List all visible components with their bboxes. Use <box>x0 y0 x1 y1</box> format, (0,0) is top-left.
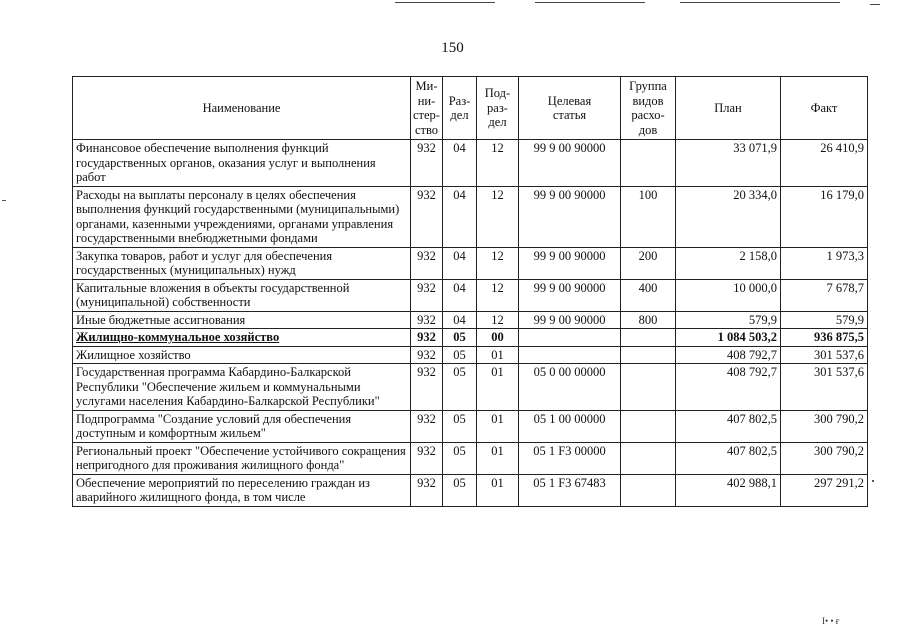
table-row <box>73 364 868 411</box>
row-name: Региональный проект "Обеспечение устойчивого сокращения непригодного для проживания жилищного фонда" <box>73 442 411 474</box>
row-ministry: 932 <box>411 247 443 279</box>
table-row <box>73 311 868 329</box>
row-section: 04 <box>443 247 477 279</box>
row-name: Жилищное хозяйство <box>73 346 411 364</box>
table-row <box>73 442 868 474</box>
row-fact: 26 410,9 <box>781 140 868 187</box>
row-group: 100 <box>621 186 676 247</box>
row-fact: 16 179,0 <box>781 186 868 247</box>
row-plan: 10 000,0 <box>676 279 781 311</box>
table-row <box>73 346 868 364</box>
row-target: 05 1 F3 00000 <box>519 442 621 474</box>
row-fact: 579,9 <box>781 311 868 329</box>
right-margin-mark <box>872 480 874 482</box>
row-target: 99 9 00 90000 <box>519 279 621 311</box>
row-target: 99 9 00 90000 <box>519 247 621 279</box>
table-row <box>73 329 868 347</box>
table-row <box>73 410 868 442</box>
header-fact: Факт <box>781 77 868 140</box>
row-target: 05 0 00 00000 <box>519 364 621 411</box>
row-group: 200 <box>621 247 676 279</box>
row-name: Государственная программа Кабардино-Балкарской Республики "Обеспечение жильем и коммунальными услугами населения Кабардино-Балкарской Республики" <box>73 364 411 411</box>
table-row <box>73 247 868 279</box>
row-fact: 300 790,2 <box>781 442 868 474</box>
row-section: 04 <box>443 140 477 187</box>
row-ministry: 932 <box>411 474 443 506</box>
table-row <box>73 474 868 506</box>
row-plan: 407 802,5 <box>676 442 781 474</box>
row-subsection: 01 <box>477 442 519 474</box>
row-group: 800 <box>621 311 676 329</box>
row-target: 99 9 00 90000 <box>519 140 621 187</box>
row-plan: 408 792,7 <box>676 364 781 411</box>
row-section: 05 <box>443 364 477 411</box>
row-plan: 20 334,0 <box>676 186 781 247</box>
row-subsection: 12 <box>477 311 519 329</box>
row-plan: 402 988,1 <box>676 474 781 506</box>
row-name: Финансовое обеспечение выполнения функций государственных органов, оказания услуг и выполнения работ <box>73 140 411 187</box>
left-margin-mark <box>2 200 6 201</box>
row-ministry: 932 <box>411 329 443 347</box>
row-target: 99 9 00 90000 <box>519 186 621 247</box>
row-name: Обеспечение мероприятий по переселению граждан из аварийного жилищного фонда, в том числе <box>73 474 411 506</box>
table-row <box>73 186 868 247</box>
row-name: Жилищно-коммунальное хозяйство <box>73 329 411 347</box>
row-name: Капитальные вложения в объекты государственной (муниципальной) собственности <box>73 279 411 311</box>
row-section: 05 <box>443 474 477 506</box>
header-ministry: Ми- ни- стер- ство <box>411 77 443 140</box>
row-subsection: 01 <box>477 346 519 364</box>
row-name: Иные бюджетные ассигнования <box>73 311 411 329</box>
row-plan: 579,9 <box>676 311 781 329</box>
row-section: 05 <box>443 410 477 442</box>
header-name: Наименование <box>73 77 411 140</box>
row-section: 05 <box>443 442 477 474</box>
row-fact: 1 973,3 <box>781 247 868 279</box>
scan-artifact-line <box>870 4 880 5</box>
row-subsection: 01 <box>477 410 519 442</box>
row-target: 05 1 F3 67483 <box>519 474 621 506</box>
footer-marks: I• • ғ <box>822 616 840 626</box>
row-section: 04 <box>443 186 477 247</box>
row-plan: 1 084 503,2 <box>676 329 781 347</box>
row-plan: 408 792,7 <box>676 346 781 364</box>
row-group: 400 <box>621 279 676 311</box>
row-subsection: 12 <box>477 140 519 187</box>
header-subsection: Под- раз- дел <box>477 77 519 140</box>
row-name: Подпрограмма "Создание условий для обеспечения доступным и комфортным жильем" <box>73 410 411 442</box>
table-row <box>73 140 868 187</box>
row-ministry: 932 <box>411 410 443 442</box>
row-subsection: 00 <box>477 329 519 347</box>
row-fact: 297 291,2 <box>781 474 868 506</box>
row-fact: 936 875,5 <box>781 329 868 347</box>
table-header-row <box>73 77 868 140</box>
row-name: Расходы на выплаты персоналу в целях обеспечения выполнения функций государственными (муниципальными) органами, казенными учреждениями, органами управления государственными внебюджетными фондами <box>73 186 411 247</box>
row-group <box>621 329 676 347</box>
row-target: 99 9 00 90000 <box>519 311 621 329</box>
row-fact: 301 537,6 <box>781 364 868 411</box>
row-group <box>621 474 676 506</box>
row-ministry: 932 <box>411 311 443 329</box>
row-group <box>621 410 676 442</box>
row-fact: 301 537,6 <box>781 346 868 364</box>
page-number: 150 <box>441 40 464 56</box>
row-group <box>621 346 676 364</box>
row-target: 05 1 00 00000 <box>519 410 621 442</box>
row-plan: 407 802,5 <box>676 410 781 442</box>
header-group: Группа видов расхо- дов <box>621 77 676 140</box>
header-target: Целевая статья <box>519 77 621 140</box>
row-subsection: 01 <box>477 474 519 506</box>
row-subsection: 12 <box>477 279 519 311</box>
row-ministry: 932 <box>411 364 443 411</box>
table-body <box>73 140 868 507</box>
row-fact: 300 790,2 <box>781 410 868 442</box>
row-section: 05 <box>443 329 477 347</box>
row-section: 04 <box>443 279 477 311</box>
row-ministry: 932 <box>411 279 443 311</box>
row-subsection: 01 <box>477 364 519 411</box>
row-subsection: 12 <box>477 186 519 247</box>
row-fact: 7 678,7 <box>781 279 868 311</box>
scan-artifact-line <box>395 2 495 3</box>
row-section: 04 <box>443 311 477 329</box>
row-name: Закупка товаров, работ и услуг для обеспечения государственных (муниципальных) нужд <box>73 247 411 279</box>
row-target <box>519 329 621 347</box>
row-plan: 2 158,0 <box>676 247 781 279</box>
row-section: 05 <box>443 346 477 364</box>
row-plan: 33 071,9 <box>676 140 781 187</box>
row-ministry: 932 <box>411 346 443 364</box>
row-group <box>621 140 676 187</box>
header-plan: План <box>676 77 781 140</box>
header-section: Раз- дел <box>443 77 477 140</box>
row-ministry: 932 <box>411 442 443 474</box>
row-target <box>519 346 621 364</box>
row-subsection: 12 <box>477 247 519 279</box>
budget-table <box>72 76 868 507</box>
scan-artifact-line <box>680 2 840 3</box>
row-group <box>621 364 676 411</box>
row-group <box>621 442 676 474</box>
scan-artifact-line <box>535 2 645 3</box>
table-row <box>73 279 868 311</box>
row-ministry: 932 <box>411 186 443 247</box>
row-ministry: 932 <box>411 140 443 187</box>
